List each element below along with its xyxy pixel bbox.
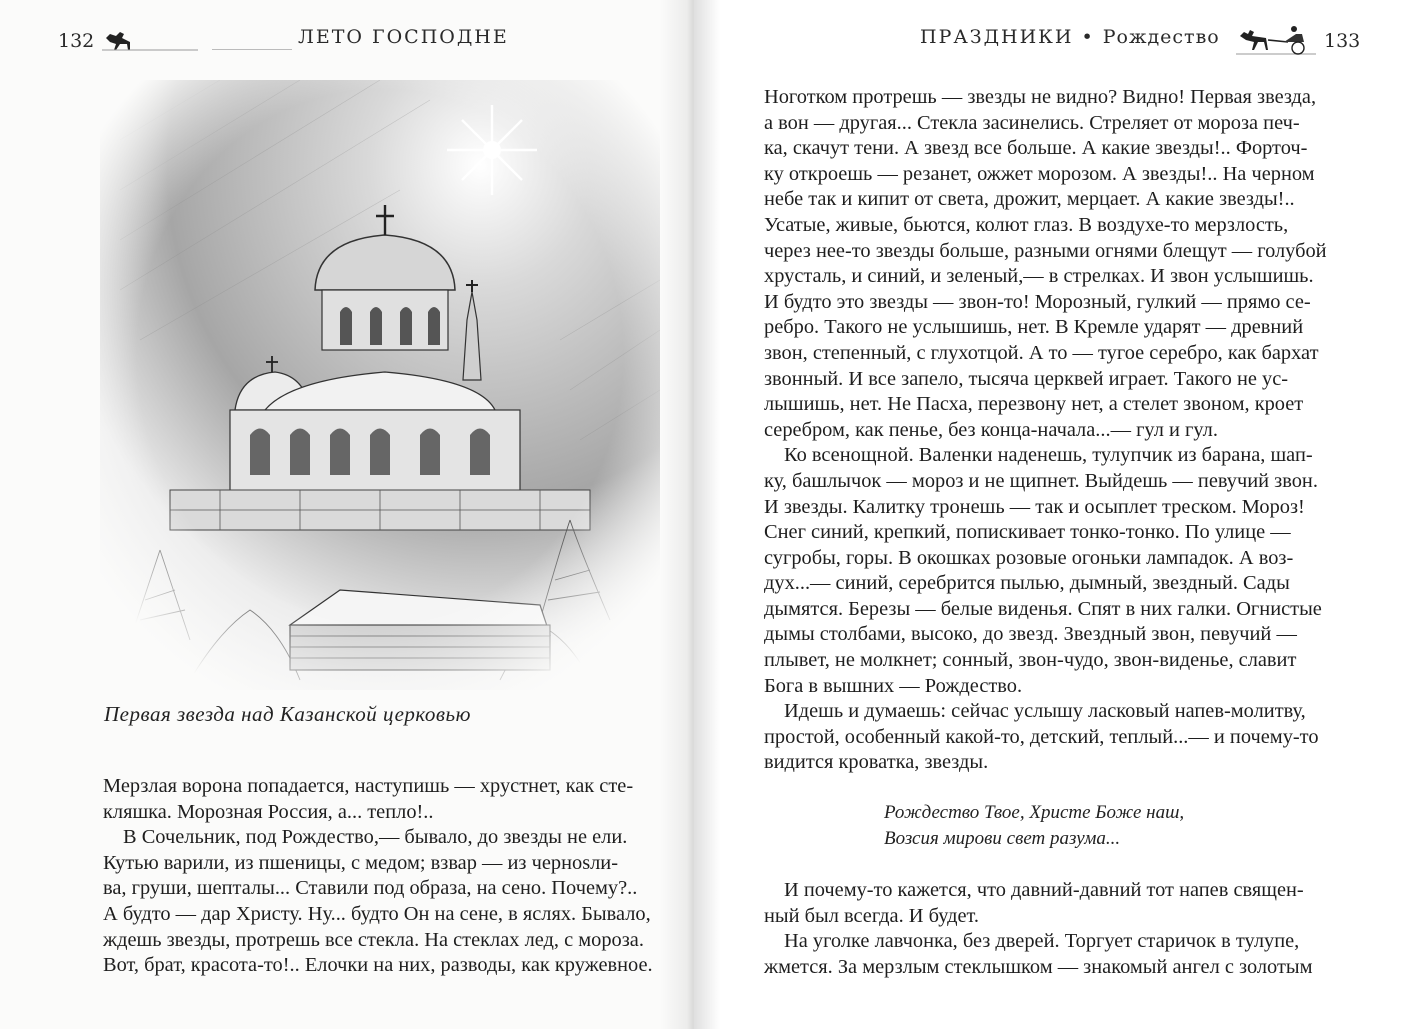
text-line: Ноготком протрешь — звезды не видно? Видно! Первая звезда, bbox=[764, 86, 1317, 108]
left-head-rule bbox=[212, 49, 292, 50]
verse-line: Возсия мирови свет разума... bbox=[884, 828, 1121, 849]
text-line: Усатые, живые, бьются, колют глаз. В воздухе-то мерзлость, bbox=[764, 213, 1289, 236]
text-line: видится кроватка, звезды. bbox=[764, 751, 989, 774]
text-line: Ко всенощной. Валенки наденешь, тулупчик из барана, шап- bbox=[784, 444, 1313, 467]
text-line: ный был всегда. И будет. bbox=[764, 904, 980, 927]
left-running-head: ЛЕТО ГОСПОДНЕ bbox=[298, 26, 509, 48]
text-line: ждешь звезды, протрешь все стекла. На стеклах лед, с мороза. bbox=[103, 928, 644, 951]
horse-icon bbox=[100, 24, 200, 56]
text-line: ку откроешь — резанет, ожжет морозом. А звезды!.. На черном bbox=[764, 162, 1315, 185]
running-head-section: ПРАЗДНИКИ bbox=[920, 26, 1074, 48]
right-body-text-1 bbox=[764, 85, 1341, 776]
book-gutter bbox=[660, 0, 720, 1029]
text-line: Снег синий, крепкий, попискивает тонко-тонко. По улице — bbox=[764, 521, 1291, 544]
text-line: дух...— синий, серебрится пылью, дымный, звездный. Сады bbox=[764, 572, 1290, 595]
verse-line: Рождество Твое, Христе Боже наш, bbox=[884, 802, 1185, 823]
text-line: сугробы, горы. В окошках розовые огоньки лампадок. А воз- bbox=[764, 546, 1294, 569]
text-line: плывет, не молкнет; сонный, звон-чудо, звон-виденье, славит bbox=[764, 649, 1297, 672]
running-head-chapter: Рождество bbox=[1102, 26, 1220, 48]
left-page-number: 132 bbox=[58, 30, 95, 52]
text-line: А будто — дар Христу. Ну... будто Он на сене, в яслях. Бывало, bbox=[103, 902, 651, 925]
text-line: жмется. За мерзлым стеклышком — знакомый ангел с золотым bbox=[764, 955, 1313, 978]
text-line: ка, скачут тени. А звезд все больше. А какие звезды!.. Форточ- bbox=[764, 137, 1308, 160]
text-line: дымы столбами, высоко, до звезд. Звездный звон, певучий — bbox=[764, 623, 1297, 646]
text-line: кляшка. Морозная Россия, а... тепло!.. bbox=[103, 800, 434, 823]
text-line: серебром, как пенье, без конца-начала...— гул и гул. bbox=[764, 418, 1218, 441]
text-line: звон, степенный, с глухотцой. А то — тугое серебро, как бархат bbox=[764, 341, 1319, 364]
text-line: дымятся. Березы — белые виденья. Спят в них галки. Огнистые bbox=[764, 597, 1322, 620]
text-line: через нее-то звезды больше, разными огнями блещут — голубой bbox=[764, 239, 1327, 262]
text-line: хрусталь, и синий, и зеленый,— в стрелках. И звон услышишь. bbox=[764, 265, 1314, 288]
running-head-separator: • bbox=[1081, 26, 1095, 48]
text-line: ребро. Такого не услышишь, нет. В Кремле ударят — древний bbox=[764, 316, 1304, 339]
text-line: Идешь и думаешь: сейчас услышу ласковый напев-молитву, bbox=[784, 700, 1306, 723]
text-line: ва, груши, шепталы... Ставили под образа, на сено. Почему?.. bbox=[103, 877, 638, 900]
text-line: Мерзлая ворона попадается, наступишь — хрустнет, как сте- bbox=[103, 775, 634, 797]
left-page bbox=[0, 0, 694, 1029]
illustration-caption: Первая звезда над Казанской церковью bbox=[104, 702, 471, 726]
text-line: ку, башлычок — мороз и не щипнет. Выйдешь — певучий звон. bbox=[764, 469, 1318, 492]
text-line: звонный. И все запело, тысяча церквей играет. Такого не ус- bbox=[764, 367, 1289, 390]
cathedral-illustration bbox=[100, 80, 660, 690]
text-line: В Сочельник, под Рождество,— бывало, до звезды не ели. bbox=[123, 826, 628, 849]
text-line: Вот, брат, красота-то!.. Елочки на них, разводы, как кружевное. bbox=[103, 954, 653, 977]
text-line: лышишь, нет. Не Пасха, перезвону нет, а стелет звоном, кроет bbox=[764, 393, 1304, 416]
text-line: небе так и кипит от света, дрожит, мерцает. А какие звезды!.. bbox=[764, 188, 1295, 211]
prayer-verse bbox=[884, 800, 1184, 852]
right-page bbox=[694, 0, 1403, 1029]
text-line: И звезды. Калитку тронешь — так и осыплет треском. Мороз! bbox=[764, 495, 1305, 518]
right-body-text-2 bbox=[764, 878, 1341, 980]
horse-carriage-icon bbox=[1234, 20, 1318, 60]
right-running-head bbox=[920, 26, 1220, 48]
text-line: а вон — другая... Стекла засинелись. Стреляет от мороза печ- bbox=[764, 111, 1300, 134]
left-body-text bbox=[103, 774, 658, 979]
text-line: И будто это звезды — звон-то! Морозный, гулкий — прямо се- bbox=[764, 290, 1311, 313]
right-page-number: 133 bbox=[1324, 30, 1361, 52]
text-line: И почему-то кажется, что давний-давний тот напев священ- bbox=[784, 879, 1304, 901]
text-line: Бога в вышних — Рождество. bbox=[764, 674, 1023, 697]
text-line: Кутью варили, из пшеницы, с медом; взвар — из чернosли- bbox=[103, 851, 619, 874]
text-line: простой, особенный какой-то, детский, теплый...— и почему-то bbox=[764, 725, 1319, 748]
text-line: На уголке лавчонка, без дверей. Торгует старичок в тулупе, bbox=[784, 930, 1300, 953]
